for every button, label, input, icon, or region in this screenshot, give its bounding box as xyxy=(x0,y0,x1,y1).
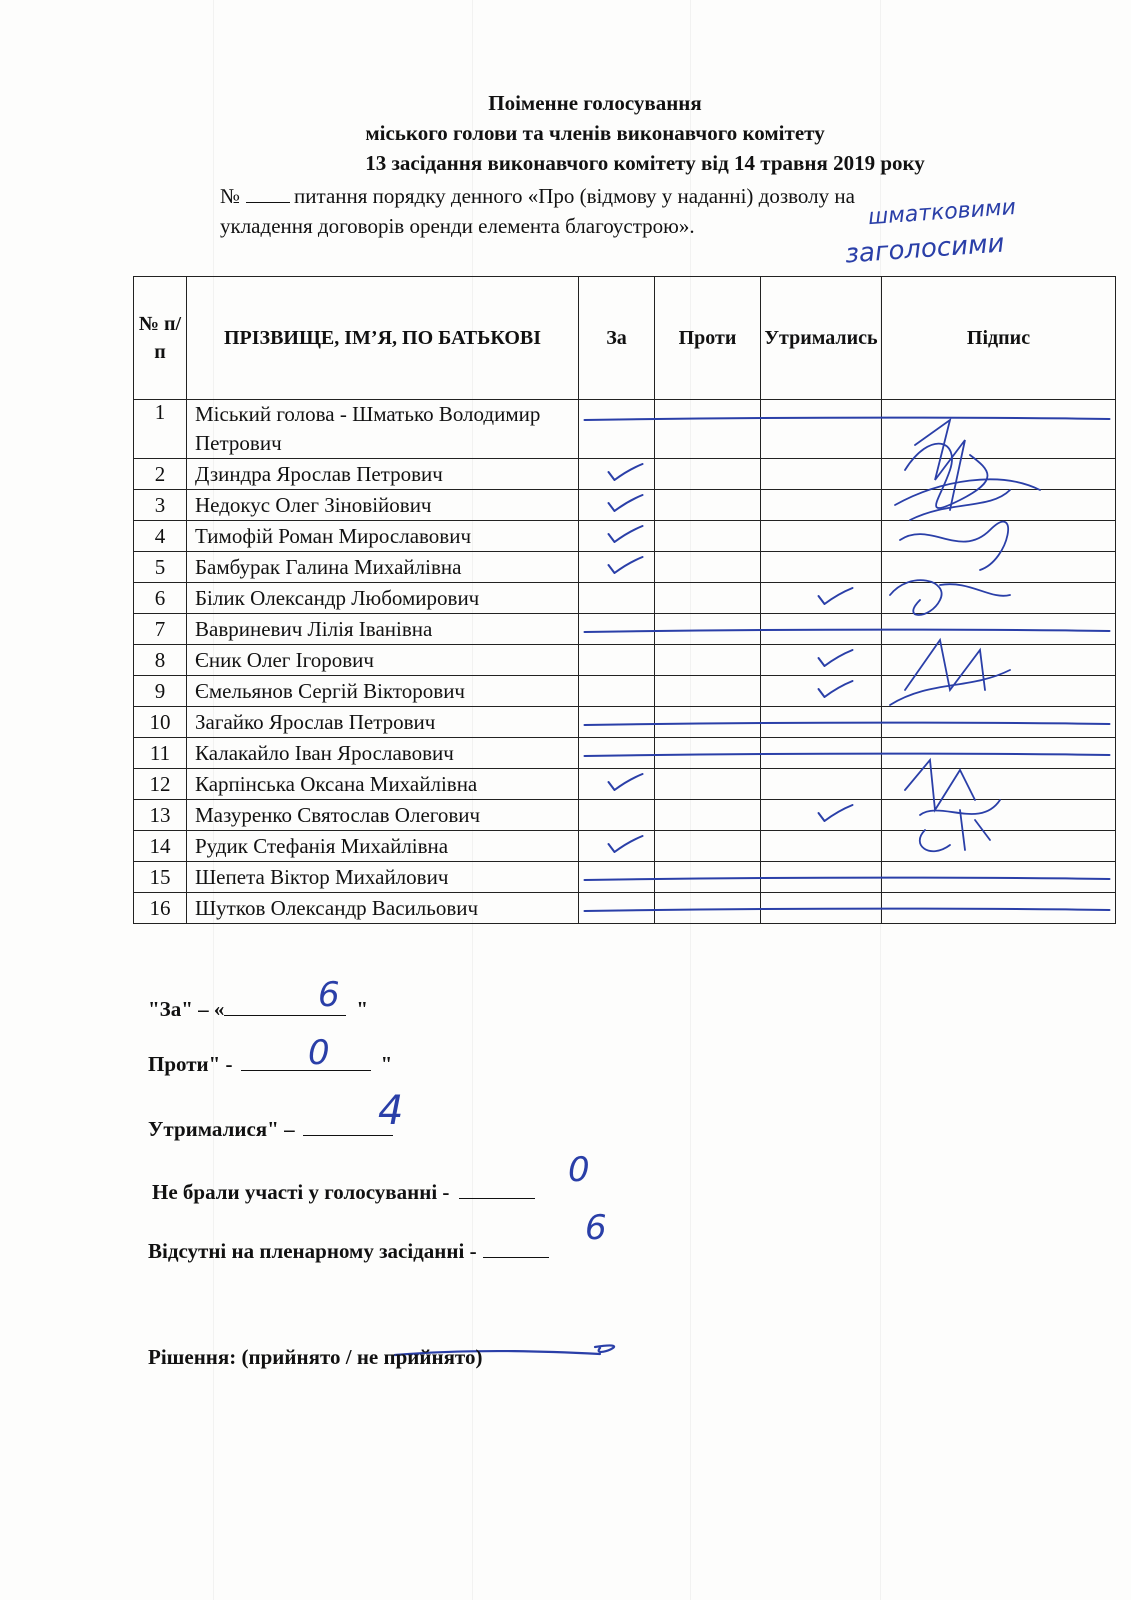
row-signature-cell xyxy=(882,490,1116,521)
row-name: Тимофій Роман Мирославович xyxy=(187,521,579,552)
row-for-cell xyxy=(579,521,655,552)
row-number: 16 xyxy=(134,893,187,924)
row-abstain-cell xyxy=(761,831,882,862)
row-for-cell xyxy=(579,583,655,614)
row-against-cell xyxy=(655,738,761,769)
row-for-cell xyxy=(579,800,655,831)
tally-for-quote: " xyxy=(356,997,369,1021)
table-row xyxy=(134,676,1116,707)
tally-for-label: "За" – « xyxy=(148,997,225,1021)
row-for-cell xyxy=(579,459,655,490)
decision-line: Рішення: (прийнято / не прийнято) xyxy=(148,1345,483,1369)
tally-absent xyxy=(148,1237,549,1264)
row-abstain-cell xyxy=(761,490,882,521)
row-number: 5 xyxy=(134,552,187,583)
row-signature-cell xyxy=(882,862,1116,893)
row-signature-cell xyxy=(882,800,1116,831)
row-against-cell xyxy=(655,831,761,862)
tally-against-label: Проти" - xyxy=(148,1052,233,1076)
table-row xyxy=(134,800,1116,831)
header-signature: Підпис xyxy=(882,277,1116,400)
row-abstain-cell xyxy=(761,800,882,831)
table-row xyxy=(134,459,1116,490)
tally-not-voting-value: 0 xyxy=(568,1150,590,1190)
roll-call-table xyxy=(133,276,1116,924)
row-name: Дзиндра Ярослав Петрович xyxy=(187,459,579,490)
row-against-cell xyxy=(655,400,761,459)
row-signature-cell xyxy=(882,552,1116,583)
row-signature-cell xyxy=(882,459,1116,490)
handwritten-note-1: шматковими xyxy=(867,194,1017,231)
tally-absent-label: Відсутні на пленарному засіданні - xyxy=(148,1239,477,1263)
row-against-cell xyxy=(655,521,761,552)
row-against-cell xyxy=(655,459,761,490)
row-abstain-cell xyxy=(761,583,882,614)
row-against-cell xyxy=(655,645,761,676)
row-name: Вавриневич Лілія Іванівна xyxy=(187,614,579,645)
row-for-cell xyxy=(579,400,655,459)
row-signature-cell xyxy=(882,521,1116,552)
row-name: Єник Олег Ігорович xyxy=(187,645,579,676)
tally-absent-line xyxy=(483,1237,549,1258)
table-row xyxy=(134,583,1116,614)
row-for-cell xyxy=(579,893,655,924)
tally-not-voting xyxy=(152,1178,535,1205)
table-row xyxy=(134,645,1116,676)
row-abstain-cell xyxy=(761,521,882,552)
row-signature-cell xyxy=(882,400,1116,459)
row-number: 12 xyxy=(134,769,187,800)
tally-abstain-label: Утрималися" – xyxy=(148,1117,295,1141)
row-abstain-cell xyxy=(761,645,882,676)
row-number: 9 xyxy=(134,676,187,707)
row-name: Шутков Олександр Васильович xyxy=(187,893,579,924)
row-abstain-cell xyxy=(761,707,882,738)
row-for-cell xyxy=(579,769,655,800)
row-against-cell xyxy=(655,769,761,800)
row-against-cell xyxy=(655,583,761,614)
row-number: 7 xyxy=(134,614,187,645)
row-signature-cell xyxy=(882,645,1116,676)
row-number: 4 xyxy=(134,521,187,552)
table-row xyxy=(134,552,1116,583)
row-for-cell xyxy=(579,490,655,521)
row-abstain-cell xyxy=(761,893,882,924)
row-abstain-cell xyxy=(761,862,882,893)
row-number: 11 xyxy=(134,738,187,769)
row-signature-cell xyxy=(882,614,1116,645)
row-name: Загайко Ярослав Петрович xyxy=(187,707,579,738)
row-against-cell xyxy=(655,676,761,707)
row-name: Рудик Стефанія Михайлівна xyxy=(187,831,579,862)
row-for-cell xyxy=(579,552,655,583)
table-row xyxy=(134,769,1116,800)
tally-abstain xyxy=(148,1115,393,1142)
row-for-cell xyxy=(579,676,655,707)
header-line-3: 13 засідання виконавчого комітету від 14 травня 2019 року xyxy=(365,151,925,175)
row-signature-cell xyxy=(882,583,1116,614)
row-against-cell xyxy=(655,707,761,738)
table-row xyxy=(134,400,1116,459)
row-name: Білик Олександр Любомирович xyxy=(187,583,579,614)
row-signature-cell xyxy=(882,769,1116,800)
row-number: 13 xyxy=(134,800,187,831)
row-for-cell xyxy=(579,862,655,893)
table-row xyxy=(134,614,1116,645)
row-for-cell xyxy=(579,645,655,676)
header-for: За xyxy=(579,277,655,400)
row-name: Недокус Олег Зіновійович xyxy=(187,490,579,521)
tally-absent-value: 6 xyxy=(585,1208,607,1248)
row-name: Міський голова - Шматько Володимир Петрович xyxy=(187,400,579,459)
row-for-cell xyxy=(579,738,655,769)
table-header-row xyxy=(134,277,1116,400)
agenda-text-1: питання порядку денного «Про (відмову у наданні) дозволу на xyxy=(294,184,855,208)
row-abstain-cell xyxy=(761,552,882,583)
row-abstain-cell xyxy=(761,738,882,769)
row-for-cell xyxy=(579,707,655,738)
table-row xyxy=(134,707,1116,738)
header-against: Проти xyxy=(655,277,761,400)
row-number: 8 xyxy=(134,645,187,676)
row-signature-cell xyxy=(882,707,1116,738)
row-name: Ємельянов Сергій Вікторович xyxy=(187,676,579,707)
table-row xyxy=(134,738,1116,769)
row-against-cell xyxy=(655,893,761,924)
row-against-cell xyxy=(655,490,761,521)
tally-against-quote: " xyxy=(380,1052,393,1076)
row-number: 6 xyxy=(134,583,187,614)
row-signature-cell xyxy=(882,676,1116,707)
tally-against-line xyxy=(241,1050,371,1071)
table-row xyxy=(134,862,1116,893)
row-number: 10 xyxy=(134,707,187,738)
row-name: Мазуренко Святослав Олегович xyxy=(187,800,579,831)
row-against-cell xyxy=(655,614,761,645)
row-name: Бамбурак Галина Михайлівна xyxy=(187,552,579,583)
header-line-2: міського голови та членів виконавчого комітету xyxy=(365,121,825,145)
header-abstain: Утримались xyxy=(761,277,882,400)
agenda-number-blank xyxy=(246,184,290,203)
row-name: Карпінська Оксана Михайлівна xyxy=(187,769,579,800)
row-abstain-cell xyxy=(761,676,882,707)
row-signature-cell xyxy=(882,738,1116,769)
tally-abstain-value: 4 xyxy=(378,1088,404,1134)
row-abstain-cell xyxy=(761,769,882,800)
row-number: 1 xyxy=(134,400,187,459)
table-row xyxy=(134,490,1116,521)
agenda-number-sign: № xyxy=(220,184,241,208)
row-abstain-cell xyxy=(761,400,882,459)
tally-against xyxy=(148,1050,392,1077)
row-number: 2 xyxy=(134,459,187,490)
row-against-cell xyxy=(655,552,761,583)
row-abstain-cell xyxy=(761,614,882,645)
header-name: ПРІЗВИЩЕ, ІМ’Я, ПО БАТЬКОВІ xyxy=(187,277,579,400)
table-row xyxy=(134,521,1116,552)
row-number: 3 xyxy=(134,490,187,521)
table-row xyxy=(134,893,1116,924)
header-line-1: Поіменне голосування xyxy=(488,91,702,115)
row-signature-cell xyxy=(882,893,1116,924)
row-against-cell xyxy=(655,862,761,893)
row-against-cell xyxy=(655,800,761,831)
tally-for-value: 6 xyxy=(318,975,340,1015)
row-signature-cell xyxy=(882,831,1116,862)
row-name: Калакайло Іван Ярославович xyxy=(187,738,579,769)
row-name: Шепета Віктор Михайлович xyxy=(187,862,579,893)
row-for-cell xyxy=(579,831,655,862)
tally-against-value: 0 xyxy=(308,1033,330,1073)
tally-not-voting-label: Не брали участі у голосуванні - xyxy=(152,1180,450,1204)
row-number: 15 xyxy=(134,862,187,893)
row-for-cell xyxy=(579,614,655,645)
agenda-line-2: укладення договорів оренди елемента благоустрою». xyxy=(220,214,695,238)
row-number: 14 xyxy=(134,831,187,862)
row-abstain-cell xyxy=(761,459,882,490)
table-row xyxy=(134,831,1116,862)
tally-not-voting-line xyxy=(459,1178,535,1199)
header-num: № п/п xyxy=(134,277,187,400)
handwritten-note-2: заголосими xyxy=(844,228,1006,270)
